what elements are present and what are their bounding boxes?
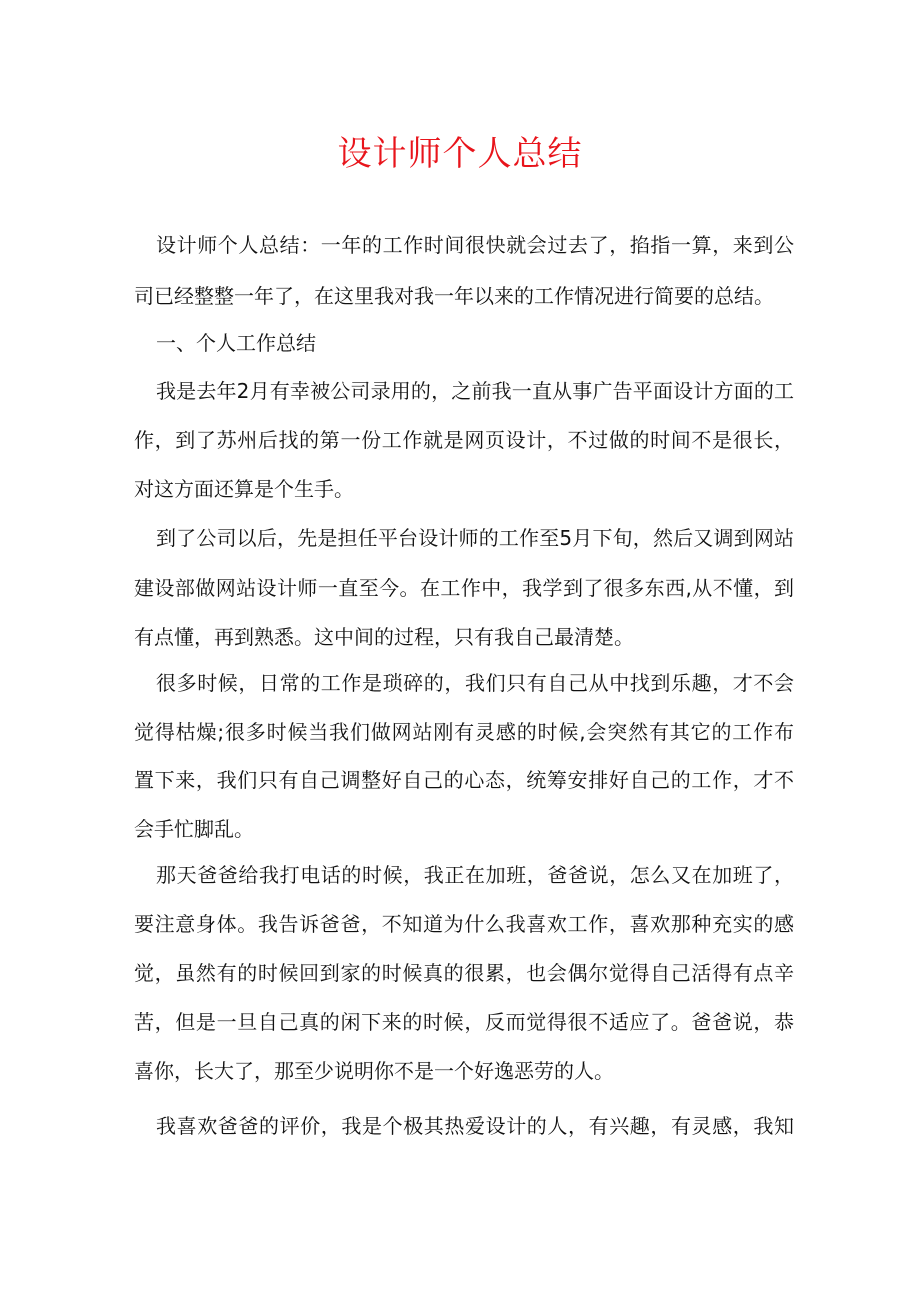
paragraph-line: 我喜欢爸爸的评价，我是个极其热爱设计的人，有兴趣，有灵感，我知 [156, 1114, 794, 1138]
paragraph-line: 置下来，我们只有自己调整好自己的心态，统筹安排好自己的工作，才不 [134, 768, 794, 792]
paragraph-line: 喜你，长大了，那至少说明你不是一个好逸恶劳的人。 [134, 1059, 614, 1083]
paragraph-line: 对这方面还算是个生手。 [134, 477, 354, 501]
paragraph-line: 觉，虽然有的时候回到家的时候真的很累，也会偶尔觉得自己活得有点辛 [134, 961, 794, 985]
paragraph-line: 设计师个人总结：一年的工作时间很快就会过去了，掐指一算，来到公 [156, 233, 794, 257]
paragraph-line: 到了公司以后，先是担任平台设计师的工作至5月下旬，然后又调到网站 [156, 526, 794, 550]
paragraph-line: 很多时候，日常的工作是琐碎的，我们只有自己从中找到乐趣，才不会 [156, 671, 794, 695]
paragraph-line: 要注意身体。我告诉爸爸，不知道为什么我喜欢工作，喜欢那种充实的感 [134, 912, 794, 936]
section-heading: 一、个人工作总结 [156, 331, 316, 355]
document-title: 设计师个人总结 [337, 134, 583, 174]
paragraph-line: 作，到了苏州后找的第一份工作就是网页设计，不过做的时间不是很长， [134, 428, 794, 452]
paragraph-line: 会手忙脚乱。 [134, 817, 254, 841]
paragraph-line: 司已经整整一年了，在这里我对我一年以来的工作情况进行简要的总结。 [134, 284, 774, 308]
paragraph-line: 建设部做网站设计师一直至今。在工作中，我学到了很多东西,从不懂，到 [134, 576, 794, 600]
paragraph-line: 我是去年2月有幸被公司录用的，之前我一直从事广告平面设计方面的工 [156, 379, 794, 403]
paragraph-line: 有点懂，再到熟悉。这中间的过程，只有我自己最清楚。 [134, 625, 634, 649]
paragraph-line: 苦，但是一旦自己真的闲下来的时候，反而觉得很不适应了。爸爸说，恭 [134, 1010, 794, 1034]
paragraph-line: 那天爸爸给我打电话的时候，我正在加班，爸爸说，怎么又在加班了， [156, 863, 794, 887]
paragraph-line: 觉得枯燥;很多时候当我们做网站刚有灵感的时候,会突然有其它的工作布 [134, 720, 794, 744]
